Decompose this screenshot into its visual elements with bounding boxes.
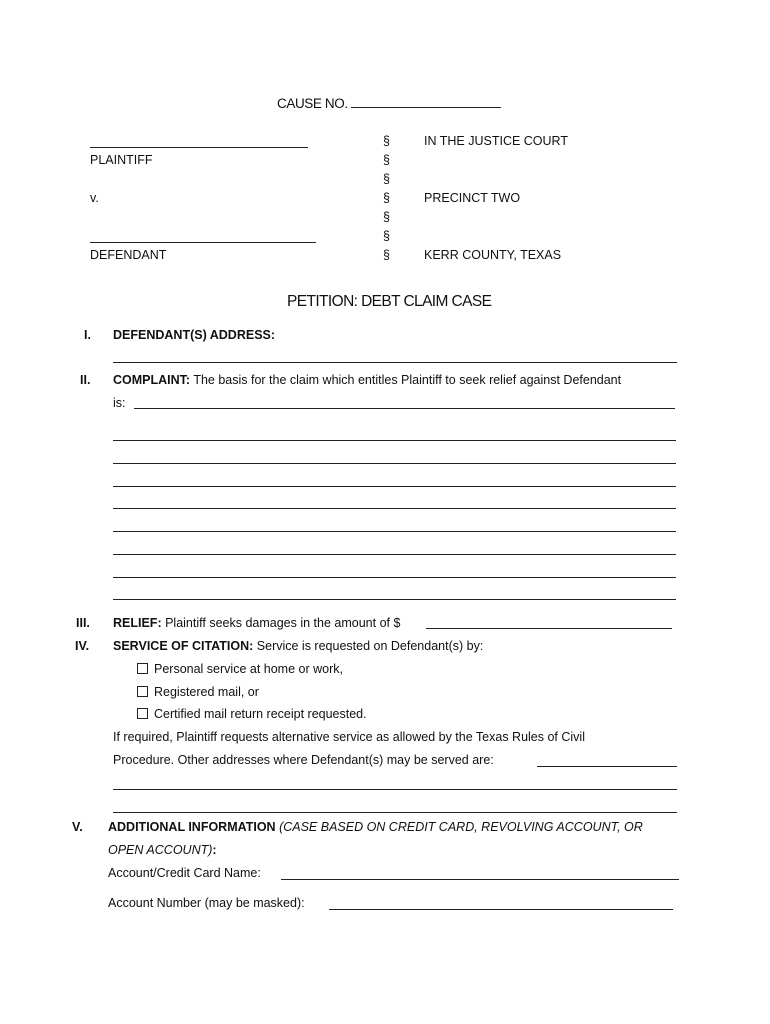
county-label: KERR COUNTY, TEXAS (424, 248, 562, 262)
complaint-text: The basis for the claim which entitles Plaintiff to seek relief against Defendant (193, 373, 622, 387)
complaint-line[interactable] (113, 508, 676, 509)
service-option-certified-mail[interactable] (137, 706, 367, 722)
section-symbol: § (383, 229, 390, 243)
checkbox[interactable] (137, 663, 148, 674)
alt-address-line[interactable] (537, 766, 677, 767)
complaint-line[interactable] (113, 486, 676, 487)
complaint-paragraph (113, 372, 621, 388)
additional-info-colon: : (212, 843, 217, 857)
section-symbol: § (383, 172, 390, 186)
option-label: Personal service at home or work, (154, 662, 343, 676)
alt-address-line[interactable] (113, 812, 677, 813)
service-paragraph (113, 638, 483, 654)
relief-text: Plaintiff seeks damages in the amount of $ (165, 616, 401, 630)
option-label: Certified mail return receipt requested. (154, 707, 367, 721)
complaint-line[interactable] (113, 440, 676, 441)
relief-paragraph (113, 615, 400, 631)
additional-info-paragraph (108, 819, 643, 835)
checkbox[interactable] (137, 708, 148, 719)
section-5-number: V. (72, 820, 83, 834)
additional-info-heading: ADDITIONAL INFORMATION (108, 820, 276, 834)
complaint-line[interactable] (113, 577, 676, 578)
section-symbol: § (383, 248, 390, 262)
account-name-line[interactable] (281, 879, 679, 880)
complaint-line[interactable] (113, 463, 676, 464)
section-4-number: IV. (75, 639, 90, 653)
court-label: IN THE JUSTICE COURT (424, 134, 568, 148)
section-1-number: I. (84, 328, 91, 342)
section-symbol: § (383, 191, 390, 205)
section-symbol: § (383, 210, 390, 224)
complaint-line[interactable] (113, 599, 676, 600)
account-name-label: Account/Credit Card Name: (108, 866, 261, 880)
additional-info-paren-2-wrap (108, 842, 217, 858)
alt-address-line[interactable] (113, 789, 677, 790)
damages-amount-line[interactable] (426, 628, 672, 629)
cause-number-label: CAUSE NO. (277, 96, 348, 111)
additional-info-paren-2: OPEN ACCOUNT) (108, 843, 213, 857)
defendant-address-line[interactable] (113, 362, 677, 363)
option-label: Registered mail, or (154, 685, 259, 699)
service-option-personal[interactable] (137, 661, 343, 677)
section-1-heading: DEFENDANT(S) ADDRESS: (113, 328, 276, 342)
complaint-line[interactable] (113, 531, 676, 532)
service-heading: SERVICE OF CITATION: (113, 639, 254, 653)
service-text: Service is requested on Defendant(s) by: (256, 639, 484, 653)
section-symbol: § (383, 153, 390, 167)
section-3-number: III. (76, 616, 90, 630)
precinct-label: PRECINCT TWO (424, 191, 521, 205)
cause-number-field[interactable] (351, 95, 501, 108)
complaint-line[interactable] (113, 554, 676, 555)
section-2-number: II. (80, 373, 91, 387)
cause-number (277, 95, 501, 112)
plaintiff-label: PLAINTIFF (90, 153, 153, 167)
complaint-heading: COMPLAINT: (113, 373, 191, 387)
service-option-registered-mail[interactable] (137, 684, 259, 700)
relief-heading: RELIEF: (113, 616, 162, 630)
alt-service-line-2: Procedure. Other addresses where Defendant(s) may be served are: (113, 753, 494, 767)
checkbox[interactable] (137, 686, 148, 697)
page-title: PETITION: DEBT CLAIM CASE (287, 293, 492, 310)
versus-label: v. (90, 191, 99, 205)
alt-service-line-1: If required, Plaintiff requests alternative service as allowed by the Texas Rules of Civil (113, 730, 585, 744)
account-number-label: Account Number (may be masked): (108, 896, 305, 910)
plaintiff-name-line[interactable] (90, 147, 308, 148)
complaint-is-label: is: (113, 396, 126, 410)
defendant-label: DEFENDANT (90, 248, 167, 262)
complaint-line[interactable] (134, 408, 675, 409)
section-symbol: § (383, 134, 390, 148)
account-number-line[interactable] (329, 909, 673, 910)
additional-info-paren-1: (CASE BASED ON CREDIT CARD, REVOLVING ACCOUNT, OR (279, 820, 643, 834)
defendant-name-line[interactable] (90, 242, 316, 243)
